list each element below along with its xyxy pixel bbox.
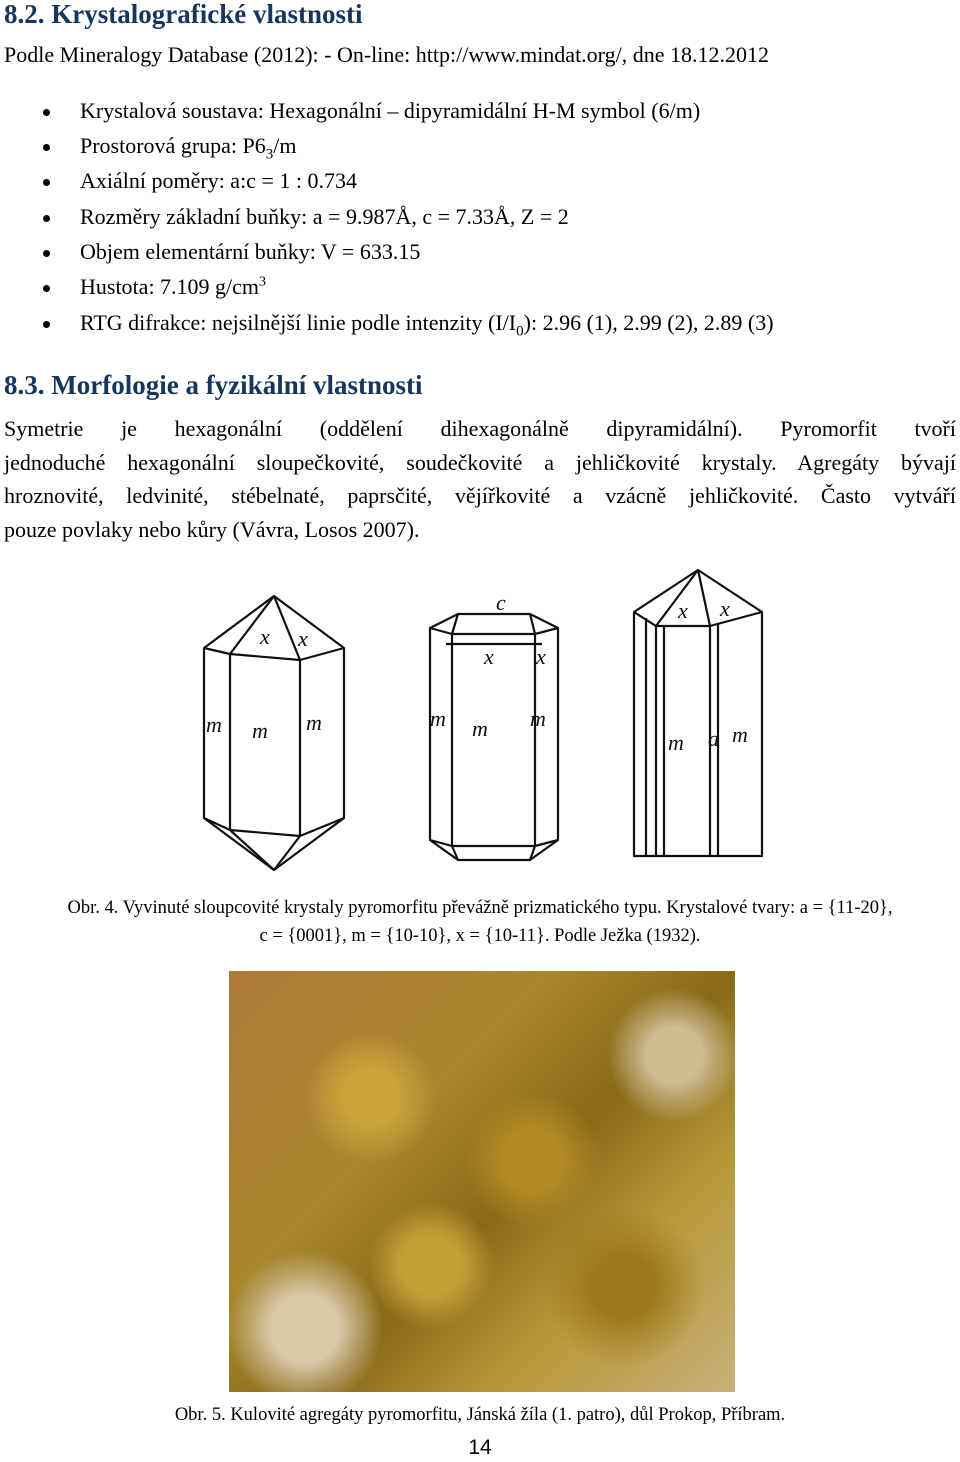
bullet-icon (43, 321, 50, 328)
crystal-drawing-1 (204, 596, 344, 870)
face-label-a: a (708, 726, 719, 751)
face-label-m: m (472, 716, 488, 741)
bullet-icon (43, 215, 50, 222)
list-item: Objem elementární buňky: V = 633.15 (80, 239, 420, 265)
face-label-x: x (720, 596, 730, 621)
face-label-m: m (430, 706, 446, 731)
source-line: Podle Mineralogy Database (2012): - On-line: http://www.mindat.org/, dne 18.12.2012 (4, 42, 769, 67)
face-label-c: c (496, 590, 506, 615)
bullet-icon (43, 179, 50, 186)
face-label-m: m (732, 722, 748, 747)
list-item: Prostorová grupa: $P6_3/m$ (80, 133, 297, 163)
face-label-x: x (298, 626, 308, 651)
face-label-x: x (484, 644, 494, 669)
section-heading-8-2: 8.2. Krystalografické vlastnosti (4, 0, 363, 29)
crystal-drawings (190, 560, 810, 880)
face-label-m: m (306, 710, 322, 735)
pyromorphite-photo (229, 971, 735, 1392)
face-label-x: x (678, 598, 688, 623)
face-label-x: x (260, 624, 270, 649)
morphology-paragraph: Symetrie je hexagonální (oddělení dihexagonálně dipyramidální). Pyromorfit tvoří jednoduché hexagonální sloupečkovité, soudečkovité a jehličkovité krystaly. Agregáty bývají hroznovité, ledvinité, stébelnaté, paprsčité, vějířkovité a vzácně jehličkovité. Často vytváří pouze povlaky nebo kůry (Vávra, Losos 2007). (4, 416, 956, 542)
face-label-x: x (536, 644, 546, 669)
face-label-m: m (530, 706, 546, 731)
face-label-m: m (252, 718, 268, 743)
face-label-m: m (206, 712, 222, 737)
bullet-icon (43, 250, 50, 257)
list-item: Rozměry základní buňky: a = 9.987Å, c = 7.33Å, Z = 2 (80, 204, 569, 230)
list-item: Hustota: 7.109 $g/cm^3$ (80, 274, 266, 300)
list-item: Krystalová soustava: Hexagonální – dipyramidální H-M symbol (6/m) (80, 98, 700, 124)
crystal-drawing-3 (634, 570, 762, 856)
bullet-icon (43, 285, 50, 292)
list-item: RTG difrakce: nejsilnější linie podle intenzity $(I/I_0)$: 2.96 (1), 2.99 (2), 2.89 (3) (80, 310, 774, 340)
figure-4-caption-line-1: Obr. 4. Vyvinuté sloupcovité krystaly pyromorfitu převážně prizmatického typu. Krystalové tvary: a = {11-20}, (67, 898, 893, 918)
figure-4-caption-line-2: c = {0001}, m = {10-10}, x = {10-11}. Podle Ježka (1932). (259, 926, 701, 946)
bullet-icon (43, 109, 50, 116)
section-heading-8-3: 8.3. Morfologie a fyzikální vlastnosti (4, 370, 423, 400)
bullet-icon (43, 144, 50, 151)
figure-5-caption: Obr. 5. Kulovité agregáty pyromorfitu, Jánská žíla (1. patro), důl Prokop, Příbram. (174, 1405, 786, 1425)
face-label-m: m (668, 730, 684, 755)
list-item: Axiální poměry: a:c = 1 : 0.734 (80, 168, 357, 194)
page-number: 14 (468, 1436, 492, 1459)
